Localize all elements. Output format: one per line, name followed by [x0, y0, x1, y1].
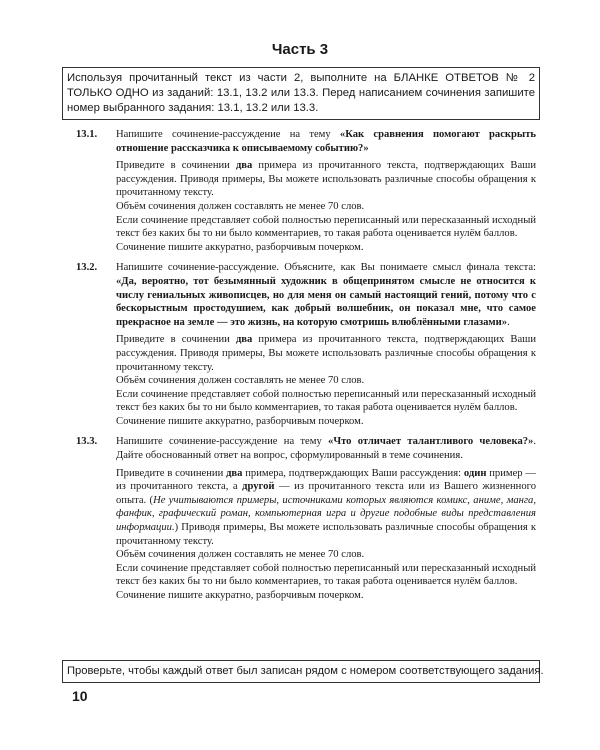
text: пример — из прочитанного текста, а — [116, 467, 536, 493]
bold-text: «Да, вероятно, тот безымянный художник в общепринятом смысле не относится к числу гениальных живописцев, но для меня он самый настоящий гений, потому что с бескорыстным простодушием, как добрый волшебник, он показал мне, что самое прекрасное на земле — это жизнь, на которую смотришь влюблёнными глазами» — [116, 275, 536, 328]
text: Сочинение пишите аккуратно, разборчивым почерком. — [116, 415, 364, 427]
text: ) Приводя примеры, Вы можете использовать различные способы обращения к прочитанному тексту. — [116, 522, 536, 547]
bold-text: один — [463, 467, 487, 479]
task-1 — [76, 128, 536, 254]
bold-text: два — [235, 160, 253, 172]
text: Приведите в сочинении — [116, 334, 236, 346]
text: Сочинение пишите аккуратно, разборчивым почерком. — [116, 241, 364, 253]
text: Приведите в сочинении — [116, 467, 227, 479]
text: Приведите в сочинении — [116, 160, 236, 172]
instruction-box: Используя прочитанный текст из части 2, выполните на БЛАНКЕ ОТВЕТОВ № 2 ТОЛЬКО ОДНО из заданий: 13.1, 13.2 или 13.3. Перед написанием сочинения запишите номер выбранного задания: 13.1, 13.2 или 13.3. — [62, 67, 540, 120]
text: Объём сочинения должен составлять не менее 70 слов. — [116, 549, 365, 561]
text: Напишите сочинение-рассуждение на тему — [116, 129, 340, 140]
footer-note-box: Проверьте, чтобы каждый ответ был записан рядом с номером соответствующего задания. — [62, 660, 540, 683]
task-paragraph — [116, 589, 536, 603]
task-3 — [76, 435, 536, 602]
task-paragraph — [116, 415, 536, 429]
task-paragraph — [116, 333, 536, 374]
part-title: Часть 3 — [271, 41, 329, 58]
task-paragraph — [116, 548, 536, 562]
page-number: 10 — [72, 688, 88, 704]
task-number: 13.1. — [76, 129, 98, 140]
bold-text: два — [235, 334, 253, 346]
task-number: 13.3. — [76, 436, 98, 448]
task-paragraph — [116, 562, 536, 589]
text: — из прочитанного текста или из Вашего жизненного опыта. ( — [116, 481, 536, 506]
text: примера из прочитанного текста, подтверждающих Ваши рассуждения. Приводя примеры, Вы можете использовать различные способы обращения к прочитанному тексту. — [116, 334, 537, 373]
task-paragraph — [116, 128, 536, 155]
task-paragraph — [116, 159, 536, 200]
task-paragraph — [116, 435, 536, 462]
bold-text: другой — [242, 481, 275, 493]
text: Объём сочинения должен составлять не менее 70 слов. — [116, 200, 365, 212]
italic-text: Не учитываются примеры, источниками которых являются комикс, аниме, манга, фанфик, графический роман, компьютерная игра и другие подобные виды представления информации. — [116, 494, 536, 534]
text: Напишите сочинение-рассуждение. Объясните, как Вы понимаете смысл финала текста: — [116, 262, 536, 274]
task-paragraph — [116, 388, 536, 415]
task-paragraph — [116, 214, 536, 241]
text: . — [507, 316, 510, 328]
task-paragraph — [116, 241, 536, 255]
task-paragraph — [116, 374, 536, 388]
text: Если сочинение представляет собой полностью переписанный или пересказанный исходный текст без каких бы то ни было комментариев, то такая работа оценивается нулём баллов. — [116, 214, 536, 240]
text: Если сочинение представляет собой полностью переписанный или пересказанный исходный текст без каких бы то ни было комментариев, то такая работа оценивается нулём баллов. — [116, 388, 536, 414]
task-list — [76, 128, 536, 610]
task-2 — [76, 261, 536, 428]
task-paragraph — [116, 467, 536, 549]
text: Объём сочинения должен составлять не менее 70 слов. — [116, 375, 365, 387]
text: . Дайте обоснованный ответ на вопрос, сформулированный в теме сочинения. — [116, 436, 537, 462]
bold-text: два — [226, 467, 243, 479]
task-paragraph — [116, 200, 536, 214]
text: примера из прочитанного текста, подтверждающих Ваши рассуждения. Приводя примеры, Вы можете использовать различные способы обращения к прочитанному тексту. — [116, 160, 537, 199]
task-number: 13.2. — [76, 262, 98, 274]
bold-text: «Как сравнения помогают раскрыть отношение рассказчика к описываемому событию?» — [116, 129, 536, 154]
text: Сочинение пишите аккуратно, разборчивым почерком. — [116, 590, 364, 601]
bold-text: «Что отличает талантливого человека?» — [328, 436, 534, 448]
text: примера, подтверждающих Ваши рассуждения: — [242, 467, 464, 479]
task-paragraph — [116, 261, 536, 329]
text: Если сочинение представляет собой полностью переписанный или пересказанный исходный текст без каких бы то ни было комментариев, то такая работа оценивается нулём баллов. — [116, 562, 536, 588]
text: Напишите сочинение-рассуждение на тему — [116, 436, 329, 448]
